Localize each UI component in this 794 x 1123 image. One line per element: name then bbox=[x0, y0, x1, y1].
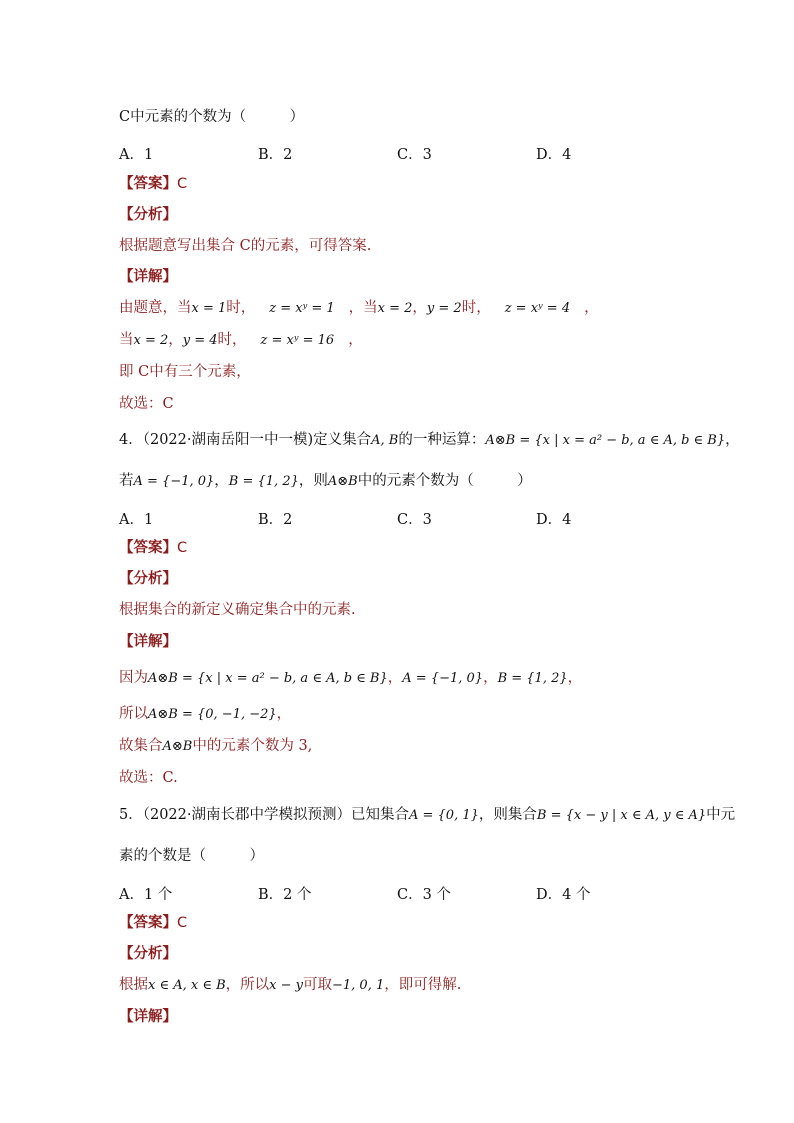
text-run: ， bbox=[214, 473, 229, 489]
option-a: A．1 bbox=[119, 512, 154, 528]
math: x = 2 bbox=[133, 333, 169, 348]
math: A, B bbox=[371, 433, 399, 448]
detail-tag: 【详解】 bbox=[119, 634, 177, 650]
text-run: ， bbox=[483, 670, 498, 686]
text-run: ， bbox=[348, 332, 363, 348]
question-5-options bbox=[119, 883, 719, 903]
text-run: 的一种运算： bbox=[398, 432, 486, 448]
option-b: B．2 bbox=[258, 147, 293, 163]
analysis-tag: 【分析】 bbox=[119, 571, 177, 587]
analysis-tag: 【分析】 bbox=[119, 946, 177, 962]
text-run: ，则 bbox=[298, 473, 328, 489]
answer-line bbox=[119, 913, 694, 933]
text-run: 根据 bbox=[119, 977, 148, 993]
math: y = 4 bbox=[182, 333, 218, 348]
answer-value: C bbox=[177, 176, 188, 192]
question-3-stem: C中元素的个数为（ ） bbox=[119, 109, 305, 125]
detail-line-1 bbox=[119, 668, 694, 689]
analysis-text: 根据集合的新定义确定集合中的元素. bbox=[119, 602, 356, 618]
question-5-stem-line-2: 素的个数是（ ） bbox=[119, 848, 264, 864]
text-run: 由题意，当 bbox=[119, 300, 192, 316]
option-a: A．1 个 bbox=[119, 887, 173, 903]
option-b: B．2 bbox=[258, 512, 293, 528]
option-d: D．4 bbox=[536, 512, 572, 528]
text-run: 中的元素个数为 3, bbox=[192, 738, 313, 754]
math: x − y bbox=[269, 978, 303, 993]
math: x = 2 bbox=[377, 301, 413, 316]
option-c: C．3 bbox=[397, 147, 432, 163]
text-run: 时， bbox=[226, 300, 256, 316]
option-d: D．4 个 bbox=[536, 887, 591, 903]
math: A = {0, 1} bbox=[408, 808, 479, 823]
question-4-options bbox=[119, 508, 719, 528]
text-run: ，则集合 bbox=[478, 807, 537, 823]
math: A⊗B bbox=[162, 739, 193, 754]
question-4-stem bbox=[119, 430, 740, 451]
text-run: 时， bbox=[461, 300, 491, 316]
option-c: C．3 bbox=[397, 512, 432, 528]
question-4-stem-line-2 bbox=[119, 471, 694, 492]
text-run: ， bbox=[567, 670, 583, 686]
text-run: 故集合 bbox=[119, 738, 163, 754]
text-run: 可取 bbox=[303, 977, 332, 993]
detail-line-3: 即 C中有三个元素， bbox=[119, 364, 251, 380]
math: A⊗B = {0, −1, −2} bbox=[148, 707, 277, 722]
text-run: ， bbox=[584, 300, 599, 316]
detail-tag: 【详解】 bbox=[119, 1009, 177, 1025]
math: z = xʸ = 1 bbox=[269, 301, 335, 316]
text-run: 当 bbox=[119, 332, 134, 348]
option-c: C．3 个 bbox=[397, 887, 451, 903]
option-a: A．1 bbox=[119, 147, 154, 163]
detail-line-2 bbox=[119, 330, 694, 351]
analysis-text: 根据题意写出集合 C的元素，可得答案. bbox=[119, 238, 372, 254]
text-run: 所以 bbox=[119, 706, 148, 722]
math: B = {x − y | x ∈ A, y ∈ A} bbox=[536, 808, 707, 823]
answer-tag: 【答案】 bbox=[119, 176, 177, 192]
text-run: 中的元素个数为（ ） bbox=[357, 473, 532, 489]
text-run: ， bbox=[168, 332, 183, 348]
text-run: ，即可得解. bbox=[384, 977, 462, 993]
text-run: ， bbox=[276, 706, 292, 722]
answer-value: C bbox=[177, 915, 188, 931]
answer-tag: 【答案】 bbox=[119, 540, 177, 556]
question-3-options bbox=[119, 143, 719, 163]
math: B = {1, 2} bbox=[228, 474, 299, 489]
text-run: ，当 bbox=[348, 300, 378, 316]
text-run: 若 bbox=[119, 473, 134, 489]
text-run: ， bbox=[387, 670, 403, 686]
choice-line: 故选：C bbox=[119, 396, 174, 412]
math: A⊗B = {x | x = a² − b, a ∈ A, b ∈ B} bbox=[485, 433, 726, 448]
math: B = {1, 2} bbox=[497, 671, 568, 686]
answer-line bbox=[119, 538, 694, 558]
math: z = xʸ = 4 bbox=[504, 301, 571, 316]
text-run: 时， bbox=[217, 332, 247, 348]
math: y = 2 bbox=[426, 301, 462, 316]
text-run: ，所以 bbox=[225, 977, 270, 993]
math: −1, 0, 1 bbox=[332, 978, 385, 993]
math: x ∈ A, x ∈ B bbox=[148, 978, 226, 993]
analysis-text bbox=[119, 975, 694, 996]
text-run: ， bbox=[725, 432, 740, 448]
option-b: B．2 个 bbox=[258, 887, 312, 903]
math: A = {−1, 0} bbox=[133, 474, 215, 489]
detail-tag: 【详解】 bbox=[119, 269, 177, 285]
text-run: 4．（2022·湖南岳阳一中一模)定义集合 bbox=[119, 432, 372, 448]
detail-line-2 bbox=[119, 704, 694, 725]
analysis-tag: 【分析】 bbox=[119, 207, 177, 223]
text-run: ， bbox=[412, 300, 427, 316]
text-run: 5．（2022·湖南长郡中学模拟预测）已知集合 bbox=[119, 807, 409, 823]
math: A⊗B bbox=[327, 474, 358, 489]
math: z = xʸ = 16 bbox=[260, 333, 335, 348]
math: A⊗B = {x | x = a² − b, a ∈ A, b ∈ B} bbox=[148, 671, 388, 686]
text-run: 因为 bbox=[119, 670, 148, 686]
answer-line bbox=[119, 174, 694, 194]
math: A = {−1, 0} bbox=[402, 671, 484, 686]
text-run: 中元 bbox=[706, 807, 736, 823]
answer-value: C bbox=[177, 540, 188, 556]
detail-line-1 bbox=[119, 298, 694, 319]
question-5-stem bbox=[119, 805, 736, 826]
choice-line: 故选：C. bbox=[119, 770, 178, 786]
math: x = 1 bbox=[191, 301, 227, 316]
detail-line-3 bbox=[119, 736, 694, 757]
option-d: D．4 bbox=[536, 147, 572, 163]
answer-tag: 【答案】 bbox=[119, 915, 177, 931]
